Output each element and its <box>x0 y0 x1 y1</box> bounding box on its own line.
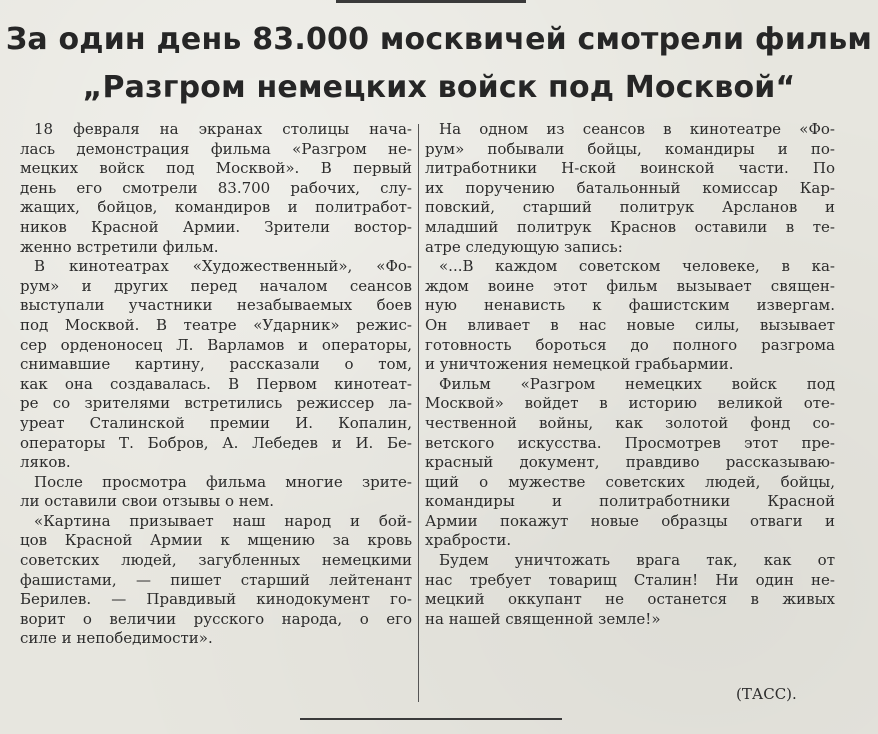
text-line: уреат Сталинской премии И. Копалин, <box>20 413 412 432</box>
agency-credit: (ТАСС). <box>736 685 797 703</box>
text-line: рум» и других перед началом сеансов <box>20 276 412 295</box>
text-line: повский, старший политрук Арсланов и <box>425 198 835 217</box>
text-line: силе и непобедимости». <box>20 629 213 648</box>
text-line: ников Красной Армии. Зрители востор- <box>20 217 412 236</box>
text-line: женно встретили фильм. <box>20 237 219 256</box>
text-line: мецкий оккупант не останется в живых <box>425 590 835 609</box>
text-line: выступали участники незабываемых боев <box>20 296 412 315</box>
headline-line-1: За один день 83.000 москвичей смотрели фильм <box>5 22 873 57</box>
text-line: ли оставили свои отзывы о нем. <box>20 492 275 511</box>
text-line: день его смотрели 83.700 рабочих, слу- <box>20 178 412 197</box>
text-line: щий о мужестве советских людей, бойцы, <box>425 472 835 491</box>
text-line: «Картина призывает наш народ и бой- <box>34 511 412 530</box>
text-line: После просмотра фильма многие зрите- <box>34 472 412 491</box>
text-line: готовность бороться до полного разгрома <box>425 335 835 354</box>
text-line: цов Красной Армии к мщению за кровь <box>20 531 412 550</box>
text-line: мецких войск под Москвой». В первый <box>20 159 412 178</box>
text-line: Фильм «Разгром немецких войск под <box>439 374 835 393</box>
article-column-right <box>425 120 835 629</box>
text-line: 18 февраля на экранах столицы нача- <box>34 120 412 138</box>
text-line: рум» побывали бойцы, командиры и по- <box>425 139 835 158</box>
text-line: нас требует товарищ Сталин! Ни один не- <box>425 570 835 589</box>
text-line: ветского искусства. Просмотрев этот пре- <box>425 433 835 452</box>
bottom-rule <box>300 718 562 720</box>
text-line: На одном из сеансов в кинотеатре «Фо- <box>439 120 835 138</box>
text-line: на нашей священной земле!» <box>425 609 661 628</box>
text-line: литработники Н-ской воинской части. По <box>425 159 835 178</box>
column-divider <box>418 124 419 702</box>
text-line: атре следующую запись: <box>425 237 623 256</box>
text-line: Берилев. — Правдивый кинодокумент го- <box>20 590 412 609</box>
text-line: и уничтожения немецкой грабьармии. <box>425 355 734 374</box>
text-line: ную ненависть к фашистским извергам. <box>425 296 835 315</box>
text-line: ворит о величии русского народа, о его <box>20 609 412 628</box>
headline-line-2: „Разгром немецких войск под Москвой“ <box>82 70 796 105</box>
text-line: младший политрук Краснов оставили в те- <box>425 217 835 236</box>
text-line: под Москвой. В театре «Ударник» режис- <box>20 315 412 334</box>
text-line: сер орденоносец Л. Варламов и операторы, <box>20 335 412 354</box>
text-line: Армии покажут новые образцы отваги и <box>425 511 835 530</box>
text-line: фашистами, — пишет старший лейтенант <box>20 570 412 589</box>
text-line: ляков. <box>20 453 71 472</box>
text-line: снимавшие картину, рассказали о том, <box>20 355 412 374</box>
text-line: Будем уничтожать врага так, как от <box>439 551 835 570</box>
text-line: ре со зрителями встретились режиссер ла- <box>20 394 412 413</box>
top-rule <box>336 0 526 3</box>
text-line: командиры и политработники Красной <box>425 492 835 511</box>
text-line: их поручению батальонный комиссар Кар- <box>425 178 835 197</box>
text-line: чественной войны, как золотой фонд со- <box>425 413 835 432</box>
text-line: В кинотеатрах «Художественный», «Фо- <box>34 257 412 276</box>
text-line: советских людей, загубленных немецкими <box>20 551 412 570</box>
text-line: Он вливает в нас новые силы, вызывает <box>425 315 835 334</box>
text-line: ждом воине этот фильм вызывает священ- <box>425 276 835 295</box>
text-line: храбрости. <box>425 531 512 550</box>
text-line: «...В каждом советском человеке, в ка- <box>439 257 835 276</box>
text-line: Москвой» войдет в историю великой оте- <box>425 394 835 413</box>
text-line: операторы Т. Бобров, А. Лебедев и И. Бе- <box>20 433 412 452</box>
article-column-left <box>20 120 412 649</box>
text-line: красный документ, правдиво рассказываю- <box>425 453 835 472</box>
text-line: лась демонстрация фильма «Разгром не- <box>20 139 412 158</box>
text-line: жащих, бойцов, командиров и политработ- <box>20 198 412 217</box>
text-line: как она создавалась. В Первом кинотеат- <box>20 374 412 393</box>
